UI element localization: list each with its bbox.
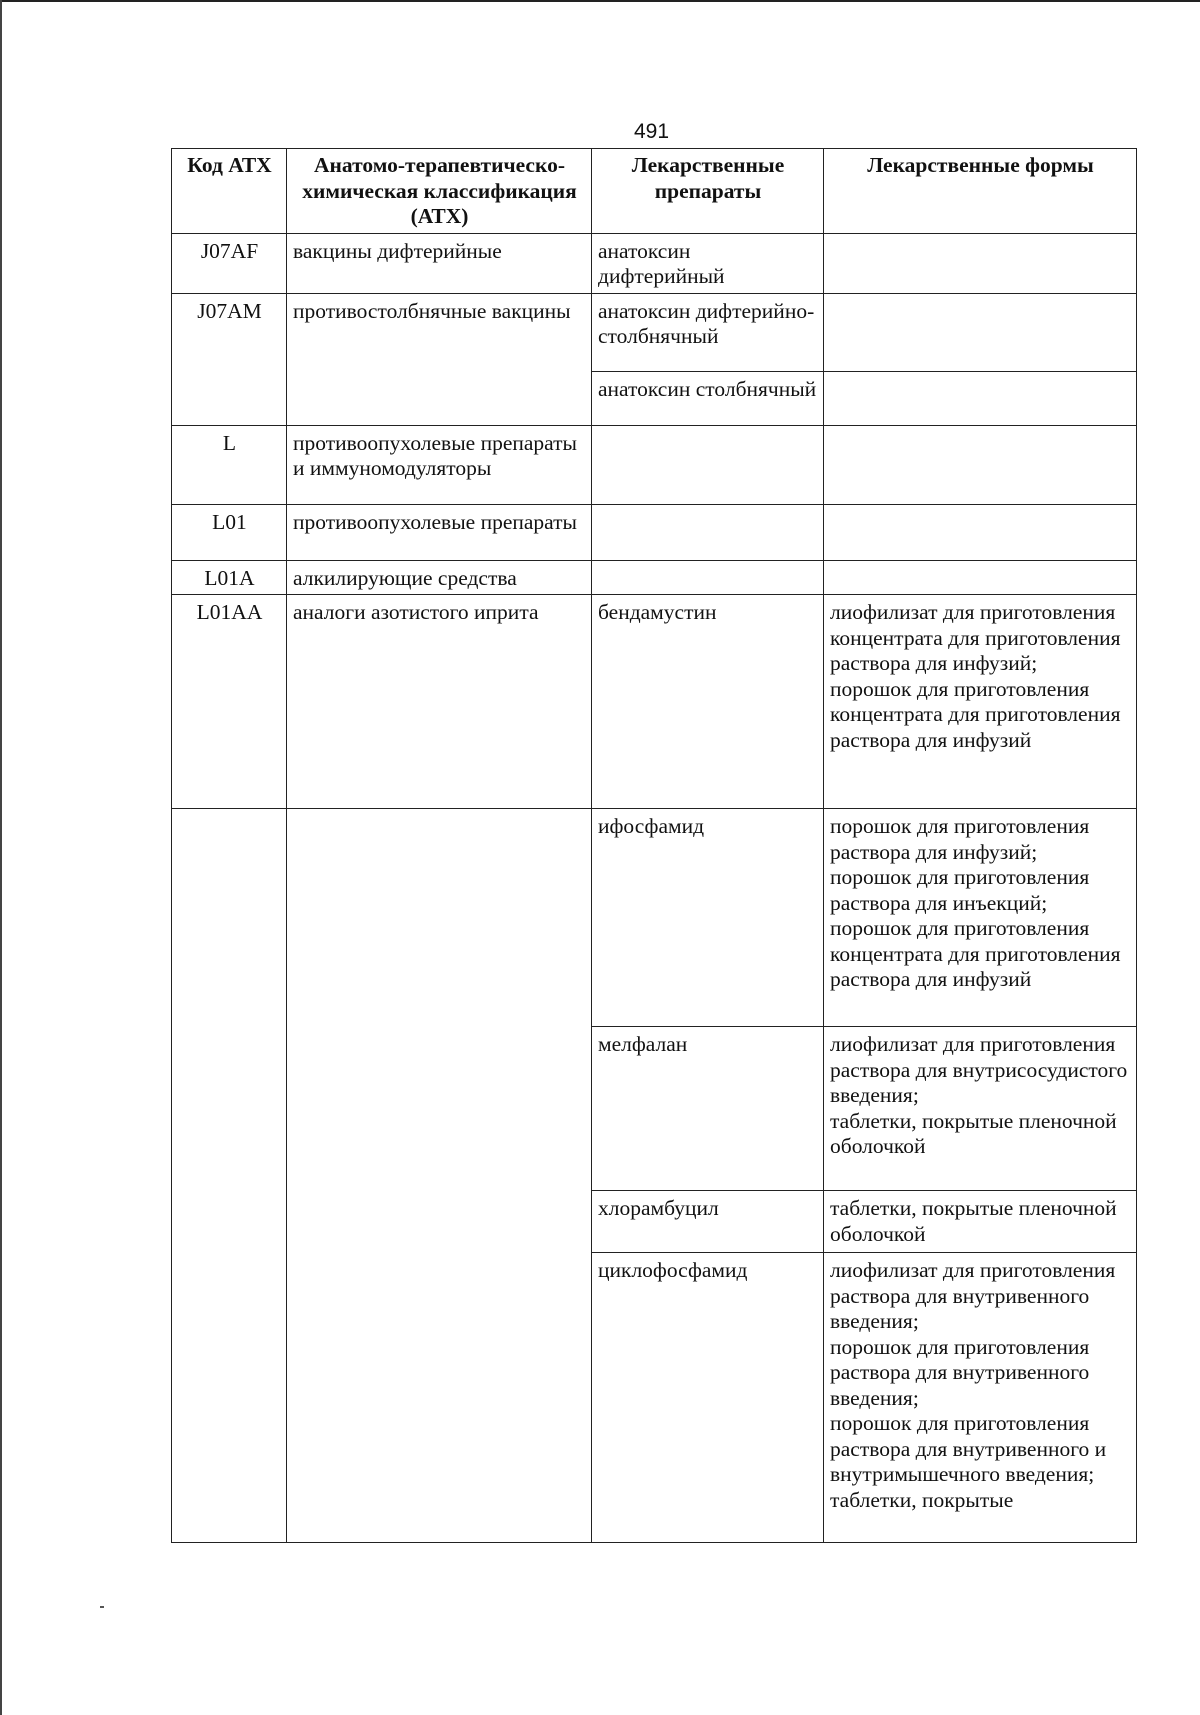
table-row	[172, 504, 1137, 560]
classification-cell: противоопухолевые препараты и иммуномодуляторы	[287, 425, 592, 504]
atc-code-cell	[172, 809, 287, 1543]
forms-cell: порошок для приготовления раствора для инфузий; порошок для приготовления раствора для инъекций; порошок для приготовления концентрата для приготовления раствора для инфузий	[824, 809, 1137, 1027]
forms-cell	[824, 233, 1137, 293]
header-drugs: Лекарственные препараты	[592, 149, 824, 234]
atc-code-cell: L01	[172, 504, 287, 560]
table-header-row	[172, 149, 1137, 234]
atc-table	[171, 148, 1137, 1543]
classification-cell	[287, 809, 592, 1543]
scan-border-top	[0, 0, 1200, 2]
forms-cell	[824, 425, 1137, 504]
atc-code-cell: J07AM	[172, 293, 287, 425]
table-row	[172, 595, 1137, 809]
atc-code-cell: L	[172, 425, 287, 504]
drug-cell: мелфалан	[592, 1027, 824, 1191]
drug-cell: ифосфамид	[592, 809, 824, 1027]
page-number: 491	[633, 120, 670, 143]
drug-cell	[592, 560, 824, 595]
table-row	[172, 233, 1137, 293]
forms-cell: лиофилизат для приготовления концентрата для приготовления раствора для инфузий; порошок для приготовления концентрата для приготовления раствора для инфузий	[824, 595, 1137, 809]
table-row	[172, 809, 1137, 1027]
classification-cell: алкилирующие средства	[287, 560, 592, 595]
drug-cell: анатоксин дифтерийный	[592, 233, 824, 293]
drug-cell	[592, 425, 824, 504]
header-classification: Анатомо-терапевтическо-химическая классификация (АТХ)	[287, 149, 592, 234]
drug-cell	[592, 504, 824, 560]
forms-cell	[824, 293, 1137, 371]
scan-speck	[100, 1606, 104, 1608]
header-forms: Лекарственные формы	[824, 149, 1137, 234]
drug-cell: анатоксин дифтерийно-столбнячный	[592, 293, 824, 371]
forms-cell: таблетки, покрытые пленочной оболочкой	[824, 1191, 1137, 1253]
forms-cell: лиофилизат для приготовления раствора для внутривенного введения; порошок для приготовления раствора для внутривенного введения; порошок для приготовления раствора для внутривенного и внутримышечного введения; таблетки, покрытые	[824, 1253, 1137, 1543]
forms-cell: лиофилизат для приготовления раствора для внутрисосудистого введения; таблетки, покрытые пленочной оболочкой	[824, 1027, 1137, 1191]
classification-cell: вакцины дифтерийные	[287, 233, 592, 293]
header-code: Код АТХ	[172, 149, 287, 234]
classification-cell: противоопухолевые препараты	[287, 504, 592, 560]
classification-cell: аналоги азотистого иприта	[287, 595, 592, 809]
table-row	[172, 293, 1137, 371]
drug-cell: бендамустин	[592, 595, 824, 809]
scan-border-left	[0, 0, 2, 1715]
forms-cell	[824, 560, 1137, 595]
classification-cell: противостолбнячные вакцины	[287, 293, 592, 425]
atc-code-cell: L01AA	[172, 595, 287, 809]
table-row	[172, 425, 1137, 504]
atc-code-cell: L01A	[172, 560, 287, 595]
table-row	[172, 560, 1137, 595]
forms-cell	[824, 504, 1137, 560]
drug-cell: циклофосфамид	[592, 1253, 824, 1543]
forms-cell	[824, 371, 1137, 425]
drug-cell: хлорамбуцил	[592, 1191, 824, 1253]
drug-cell: анатоксин столбнячный	[592, 371, 824, 425]
atc-code-cell: J07AF	[172, 233, 287, 293]
